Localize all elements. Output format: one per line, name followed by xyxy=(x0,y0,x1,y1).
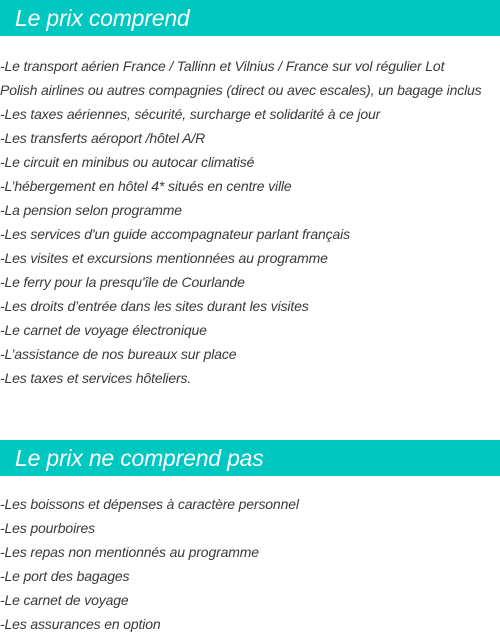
section-title-excludes: Le prix ne comprend pas xyxy=(15,445,264,471)
list-item: -Le port des bagages xyxy=(0,568,130,584)
list-item: -Le transport aérien France / Tallinn et Vilnius / France sur vol régulier Lot xyxy=(0,58,445,74)
list-item: -Les boissons et dépenses à caractère personnel xyxy=(0,496,299,512)
includes-list xyxy=(0,54,500,390)
list-item: -L’assistance de nos bureaux sur place xyxy=(0,346,237,362)
list-item: -Les visites et excursions mentionnées au programme xyxy=(0,250,328,266)
list-item: -Les services d'un guide accompagnateur parlant français xyxy=(0,226,350,242)
list-item: -Le carnet de voyage xyxy=(0,592,129,608)
list-item: -Les taxes aériennes, sécurité, surcharge et solidarité à ce jour xyxy=(0,106,381,122)
list-item: -Les repas non mentionnés au programme xyxy=(0,544,259,560)
list-item: -Les assurances en option xyxy=(0,616,161,632)
list-item: -Le carnet de voyage électronique xyxy=(0,322,207,338)
list-item: -L’hébergement en hôtel 4* situés en centre ville xyxy=(0,178,292,194)
section-header-excludes xyxy=(0,440,500,476)
list-item: -Les transferts aéroport /hôtel A/R xyxy=(0,130,206,146)
section-header-includes xyxy=(0,0,500,36)
list-item: -La pension selon programme xyxy=(0,202,182,218)
list-item: -Les pourboires xyxy=(0,520,96,536)
list-item: -Le ferry pour la presqu'île de Courlande xyxy=(0,274,245,290)
list-item: -Le circuit en minibus ou autocar climatisé xyxy=(0,154,255,170)
section-title-includes: Le prix comprend xyxy=(15,5,190,31)
excludes-list xyxy=(0,492,500,636)
list-item: -Les taxes et services hôteliers. xyxy=(0,370,192,386)
list-item: -Les droits d’entrée dans les sites durant les visites xyxy=(0,298,309,314)
list-item: Polish airlines ou autres compagnies (direct ou avec escales), un bagage inclus xyxy=(0,82,482,98)
